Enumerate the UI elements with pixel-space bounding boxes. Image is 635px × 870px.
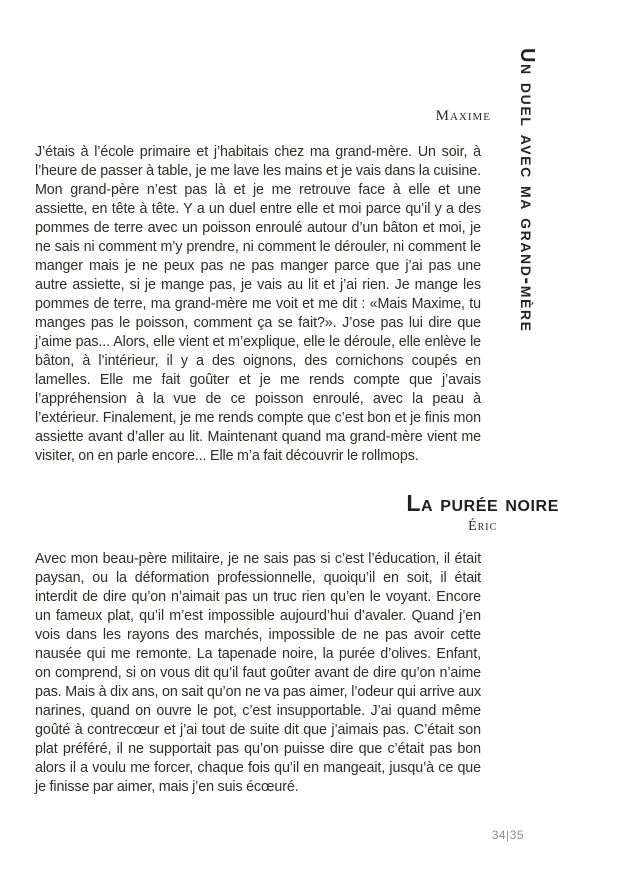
page-number: 34|35: [491, 828, 524, 842]
story2-heading: [406, 492, 559, 535]
story1-title-vertical: Un duel avec ma grand-mère: [516, 48, 538, 333]
story2-author: Éric: [468, 519, 498, 534]
story1-body-paragraph: J’étais à l’école primaire et j’habitais chez ma grand-mère. Un soir, à l’heure de passer à table, je me lave les mains et je vais dans la cuisine. Mon grand-père n’est pas là et je me retrouve face à elle et une assiette, en tête à tête. Y a un duel entre elle et moi parce qu’il y a des pommes de terre avec un poisson enroulé autour d’un bâton et moi, je ne sais ni comment m’y prendre, ni comment le dérouler, ni comment le manger mais je ne peux pas ne pas manger parce que j’ai pas une autre assiette, si je mange pas, je vais au lit et j’ai rien. Je mange les pommes de terre, ma grand-mère me voit et me dit : «Mais Maxime, tu manges pas le poisson, comment ça se fait?». J’ose pas lui dire que j’aime pas... Alors, elle vient et m’explique, elle le déroule, elle enlève le bâton, à l’intérieur, il y a des oignons, des cornichons coupés en lamelles. Elle me fait goûter et je me rends compte que j’avais l’appréhension à la vue de ce poisson enroulé, avec la peau à l’extérieur. Finalement, je me rends compte que c’est bon et je finis mon assiette avant d’aller au lit. Maintenant quand ma grand-mère vient me visiter, on en parle encore... Elle m’a fait découvrir le rollmops.: [35, 144, 481, 464]
story1-author: Maxime: [435, 108, 491, 124]
story2-title: La purée noire: [406, 490, 559, 516]
story2-body-paragraph: Avec mon beau-père militaire, je ne sais pas si c’est l’éducation, il était paysan, ou la déformation professionnelle, quoiqu’il en soit, il était interdit de dire qu’on n’aimait pas un truc rien qu’en le voyant. Encore un fameux plat, qu’il m’est impossible aujourd’hui d’avaler. Quand j’en vois dans les rayons des marchés, impossible de ne pas avoir cette nausée qui me remonte. La tapenade noire, la purée d’olives. Enfant, on comprend, si on vous dit qu’il faut goûter avant de dire qu’on n’aime pas. Mais à dix ans, on sait qu’on ne va pas aimer, l’odeur qui arrive aux narines, quand on ouvre le pot, c’est insupportable. J’ai quand même goûté à contrecœur et j’ai tout de suite dit que j’aimais pas. C’était son plat préféré, il ne supportait pas qu’on puisse dire que c’était pas bon alors il a voulu me forcer, chaque fois qu’il en mangeait, jusqu’à ce que je finisse par aimer, mais j’en suis écœuré.: [35, 551, 481, 795]
